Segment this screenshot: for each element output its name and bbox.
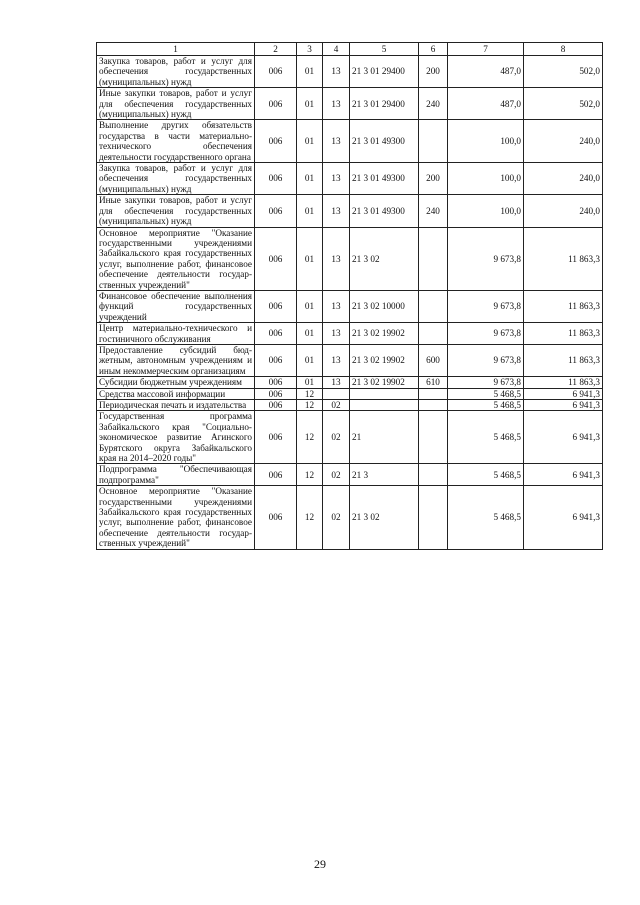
cell-expense-type xyxy=(419,486,448,549)
table-body xyxy=(97,56,603,550)
cell-name: Субсидии бюджетным учреждениям xyxy=(97,377,255,388)
cell-expense-type: 200 xyxy=(419,163,448,195)
table-row xyxy=(97,163,603,195)
cell-amount-year-1: 9 673,8 xyxy=(448,290,524,322)
table-row xyxy=(97,388,603,399)
cell-name: Иные закупки товаров, работ и услуг для обеспечения государственных (муниципальных) нужд xyxy=(97,195,255,227)
table-row xyxy=(97,323,603,345)
cell-amount-year-1: 5 468,5 xyxy=(448,486,524,549)
table-row xyxy=(97,400,603,411)
cell-section: 12 xyxy=(297,411,323,464)
cell-amount-year-2: 11 863,3 xyxy=(524,377,603,388)
cell-expense-type: 610 xyxy=(419,377,448,388)
cell-name: Основное мероприятие "Оказание государственными учреждениями Забайкальского края государственных услуг, выполнение работ, финансовое обеспечение деятельности государственных учреждений" xyxy=(97,486,255,549)
cell-target-article xyxy=(350,400,419,411)
cell-ministry-code: 006 xyxy=(255,56,297,88)
cell-amount-year-2: 240,0 xyxy=(524,195,603,227)
table-row xyxy=(97,195,603,227)
table-row xyxy=(97,290,603,322)
cell-ministry-code: 006 xyxy=(255,411,297,464)
cell-section: 01 xyxy=(297,377,323,388)
cell-subsection: 13 xyxy=(323,56,350,88)
cell-ministry-code: 006 xyxy=(255,120,297,163)
cell-expense-type: 240 xyxy=(419,195,448,227)
cell-amount-year-1: 100,0 xyxy=(448,120,524,163)
cell-amount-year-1: 9 673,8 xyxy=(448,344,524,376)
table-row xyxy=(97,227,603,290)
cell-name: Центр материально-технического и гостиничного обслуживания xyxy=(97,323,255,345)
cell-amount-year-1: 9 673,8 xyxy=(448,377,524,388)
cell-amount-year-2: 6 941,3 xyxy=(524,400,603,411)
cell-amount-year-1: 9 673,8 xyxy=(448,323,524,345)
cell-subsection: 13 xyxy=(323,88,350,120)
header-col-1: 1 xyxy=(97,43,255,56)
cell-ministry-code: 006 xyxy=(255,195,297,227)
cell-subsection xyxy=(323,388,350,399)
cell-amount-year-2: 240,0 xyxy=(524,163,603,195)
cell-amount-year-1: 5 468,5 xyxy=(448,388,524,399)
cell-amount-year-1: 5 468,5 xyxy=(448,411,524,464)
cell-section: 01 xyxy=(297,227,323,290)
cell-target-article: 21 3 xyxy=(350,464,419,486)
cell-amount-year-2: 11 863,3 xyxy=(524,290,603,322)
header-col-7: 7 xyxy=(448,43,524,56)
cell-name: Средства массовой информации xyxy=(97,388,255,399)
cell-amount-year-2: 6 941,3 xyxy=(524,411,603,464)
cell-name: Иные закупки товаров, работ и услуг для обеспечения государственных (муниципальных) нужд xyxy=(97,88,255,120)
cell-name: Выполнение других обязательств государства в части материально-технического обеспечения деятельности государственного органа xyxy=(97,120,255,163)
table-header-row xyxy=(97,43,603,56)
cell-subsection: 13 xyxy=(323,290,350,322)
header-col-4: 4 xyxy=(323,43,350,56)
cell-subsection: 02 xyxy=(323,411,350,464)
cell-target-article: 21 3 02 10000 xyxy=(350,290,419,322)
cell-target-article: 21 3 02 19902 xyxy=(350,344,419,376)
cell-subsection: 02 xyxy=(323,486,350,549)
cell-ministry-code: 006 xyxy=(255,344,297,376)
cell-amount-year-1: 100,0 xyxy=(448,195,524,227)
cell-amount-year-2: 240,0 xyxy=(524,120,603,163)
cell-ministry-code: 006 xyxy=(255,227,297,290)
cell-subsection: 02 xyxy=(323,400,350,411)
cell-expense-type xyxy=(419,411,448,464)
cell-subsection: 02 xyxy=(323,464,350,486)
cell-ministry-code: 006 xyxy=(255,377,297,388)
cell-expense-type xyxy=(419,290,448,322)
cell-expense-type xyxy=(419,464,448,486)
cell-amount-year-1: 100,0 xyxy=(448,163,524,195)
cell-target-article: 21 3 01 29400 xyxy=(350,88,419,120)
table-row xyxy=(97,377,603,388)
cell-ministry-code: 006 xyxy=(255,464,297,486)
cell-section: 01 xyxy=(297,323,323,345)
cell-section: 12 xyxy=(297,400,323,411)
cell-section: 01 xyxy=(297,56,323,88)
table-row xyxy=(97,411,603,464)
header-col-6: 6 xyxy=(419,43,448,56)
cell-amount-year-1: 487,0 xyxy=(448,56,524,88)
document-page xyxy=(96,42,602,550)
cell-subsection: 13 xyxy=(323,195,350,227)
table-row xyxy=(97,120,603,163)
cell-amount-year-1: 5 468,5 xyxy=(448,400,524,411)
cell-target-article: 21 xyxy=(350,411,419,464)
cell-subsection: 13 xyxy=(323,377,350,388)
cell-amount-year-2: 6 941,3 xyxy=(524,388,603,399)
cell-ministry-code: 006 xyxy=(255,323,297,345)
cell-target-article: 21 3 01 49300 xyxy=(350,195,419,227)
cell-expense-type xyxy=(419,388,448,399)
cell-amount-year-1: 5 468,5 xyxy=(448,464,524,486)
cell-target-article: 21 3 02 xyxy=(350,227,419,290)
cell-amount-year-2: 502,0 xyxy=(524,56,603,88)
table-row xyxy=(97,88,603,120)
cell-name: Государственная программа Забайкальского края "Социально-экономическое развитие Агинского Бурятского округа Забайкальского края на 2014–2020 годы" xyxy=(97,411,255,464)
cell-target-article xyxy=(350,388,419,399)
cell-expense-type xyxy=(419,323,448,345)
budget-table xyxy=(96,42,603,550)
cell-section: 01 xyxy=(297,88,323,120)
cell-expense-type: 240 xyxy=(419,88,448,120)
cell-amount-year-2: 6 941,3 xyxy=(524,464,603,486)
cell-subsection: 13 xyxy=(323,323,350,345)
cell-target-article: 21 3 02 19902 xyxy=(350,323,419,345)
cell-subsection: 13 xyxy=(323,344,350,376)
cell-name: Закупка товаров, работ и услуг для обеспечения государственных (муниципальных) нужд xyxy=(97,56,255,88)
cell-amount-year-2: 11 863,3 xyxy=(524,227,603,290)
table-row xyxy=(97,464,603,486)
cell-name: Предоставление субсидий бюджетным, автономным учреждениям и иным некоммерческим организациям xyxy=(97,344,255,376)
table-row xyxy=(97,344,603,376)
cell-target-article: 21 3 02 xyxy=(350,486,419,549)
cell-subsection: 13 xyxy=(323,120,350,163)
cell-section: 01 xyxy=(297,120,323,163)
cell-name: Финансовое обеспечение выполнения функций государственных учреждений xyxy=(97,290,255,322)
cell-target-article: 21 3 01 49300 xyxy=(350,120,419,163)
cell-amount-year-2: 11 863,3 xyxy=(524,344,603,376)
cell-amount-year-1: 9 673,8 xyxy=(448,227,524,290)
cell-section: 12 xyxy=(297,486,323,549)
cell-name: Закупка товаров, работ и услуг для обеспечения государственных (муниципальных) нужд xyxy=(97,163,255,195)
cell-section: 01 xyxy=(297,344,323,376)
cell-ministry-code: 006 xyxy=(255,486,297,549)
cell-ministry-code: 006 xyxy=(255,163,297,195)
cell-amount-year-1: 487,0 xyxy=(448,88,524,120)
cell-section: 01 xyxy=(297,290,323,322)
cell-target-article: 21 3 02 19902 xyxy=(350,377,419,388)
cell-subsection: 13 xyxy=(323,227,350,290)
cell-amount-year-2: 502,0 xyxy=(524,88,603,120)
cell-amount-year-2: 6 941,3 xyxy=(524,486,603,549)
cell-target-article: 21 3 01 29400 xyxy=(350,56,419,88)
cell-section: 12 xyxy=(297,464,323,486)
cell-expense-type xyxy=(419,120,448,163)
cell-amount-year-2: 11 863,3 xyxy=(524,323,603,345)
page-number: 29 xyxy=(314,857,326,871)
cell-expense-type xyxy=(419,400,448,411)
cell-expense-type: 600 xyxy=(419,344,448,376)
header-col-3: 3 xyxy=(297,43,323,56)
cell-section: 01 xyxy=(297,195,323,227)
cell-ministry-code: 006 xyxy=(255,88,297,120)
header-col-8: 8 xyxy=(524,43,603,56)
cell-ministry-code: 006 xyxy=(255,400,297,411)
cell-name: Основное мероприятие "Оказание государственными учреждениями Забайкальского края государственных услуг, выполнение работ, финансовое обеспечение деятельности государственных учреждений" xyxy=(97,227,255,290)
cell-expense-type: 200 xyxy=(419,56,448,88)
cell-name: Подпрограмма "Обеспечивающая подпрограмма" xyxy=(97,464,255,486)
header-col-2: 2 xyxy=(255,43,297,56)
table-row xyxy=(97,56,603,88)
cell-subsection: 13 xyxy=(323,163,350,195)
cell-target-article: 21 3 01 49300 xyxy=(350,163,419,195)
table-row xyxy=(97,486,603,549)
header-col-5: 5 xyxy=(350,43,419,56)
cell-ministry-code: 006 xyxy=(255,388,297,399)
cell-section: 12 xyxy=(297,388,323,399)
cell-section: 01 xyxy=(297,163,323,195)
cell-ministry-code: 006 xyxy=(255,290,297,322)
cell-name: Периодическая печать и издательства xyxy=(97,400,255,411)
cell-expense-type xyxy=(419,227,448,290)
